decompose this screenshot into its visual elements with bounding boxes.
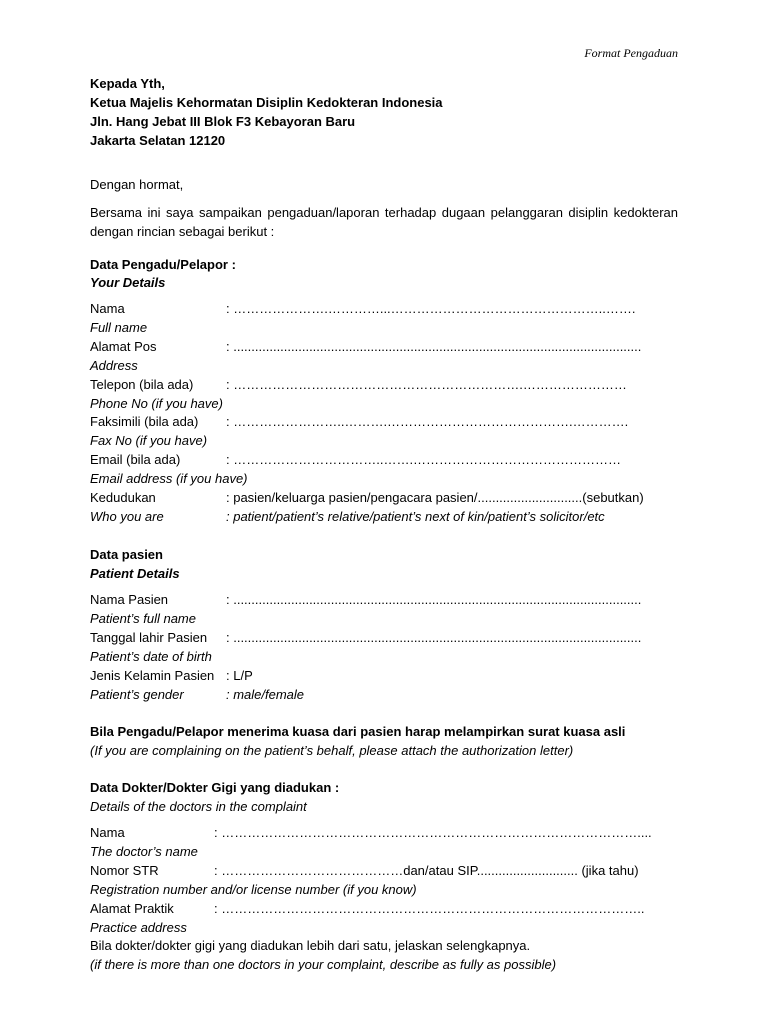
field-label: Faksimili (bila ada) — [90, 414, 199, 430]
form-field-row — [90, 590, 680, 609]
field-label: Patient’s date of birth — [90, 648, 212, 664]
form-field-row — [90, 842, 680, 861]
form-field-row — [90, 666, 680, 685]
form-field-row — [90, 394, 680, 413]
field-value: : ................................................................................................................. — [226, 629, 642, 645]
field-label: Tanggal lahir Pasien — [90, 629, 208, 645]
form-field-row — [90, 609, 680, 628]
field-label: Address — [90, 357, 138, 373]
field-label: Nama Pasien — [90, 592, 169, 607]
form-field-row — [90, 823, 680, 842]
form-field-row — [90, 412, 680, 431]
form-field-row — [90, 861, 680, 880]
field-value: : ……………………………..…….………………………………………… — [226, 452, 622, 468]
field-label: Nama — [90, 825, 125, 840]
authorization-title: Bila Pengadu/Pelapor menerima kuasa dari pasien harap melampirkan surat kuasa asli — [90, 724, 626, 739]
field-label: Email (bila ada) — [90, 452, 181, 468]
form-field-row — [90, 880, 680, 899]
field-value: : ……………………..……….…………………………………….…………. — [226, 414, 629, 430]
recipient-address — [90, 74, 443, 150]
form-field-row — [90, 337, 680, 356]
address-line: Jakarta Selatan 12120 — [90, 133, 226, 148]
greeting: Dengan hormat, — [90, 177, 184, 192]
field-label: Practice address — [90, 919, 187, 935]
address-line: Jln. Hang Jebat III Blok F3 Kebayoran Baru — [90, 114, 356, 129]
form-field-row — [90, 647, 680, 666]
doctor-section-subtitle: Details of the doctors in the complaint — [90, 799, 307, 814]
doctor-section-title: Data Dokter/Dokter Gigi yang diadukan : — [90, 780, 340, 795]
field-label: Nama — [90, 301, 125, 316]
field-value: : ................................................................................................................. — [226, 592, 642, 607]
field-value: : ………………………………………………………….…………………… — [226, 376, 627, 392]
field-value: : L/P — [226, 667, 253, 683]
doctor-note-english: (if there is more than one doctors in your complaint, describe as fully as possible) — [90, 957, 557, 972]
field-label: Kedudukan — [90, 490, 156, 505]
complainant-section-subtitle: Your Details — [90, 275, 166, 290]
field-label: Who you are — [90, 508, 164, 524]
address-line: Ketua Majelis Kehormatan Disiplin Kedokteran Indonesia — [90, 95, 443, 110]
field-label: Telepon (bila ada) — [90, 376, 194, 392]
field-value: : pasien/keluarga pasien/pengacara pasien/.............................(sebutkan) — [226, 490, 644, 505]
field-label: Phone No (if you have) — [90, 395, 223, 411]
form-field-row — [90, 488, 680, 507]
form-field-row — [90, 431, 680, 450]
field-label: Alamat Praktik — [90, 900, 174, 916]
field-value: : male/female — [226, 686, 305, 702]
form-field-row — [90, 450, 680, 469]
address-line: Kepada Yth, — [90, 76, 165, 91]
form-field-row — [90, 356, 680, 375]
field-label: Email address (if you have) — [90, 471, 248, 487]
field-value: : …………………………………………………………………………………….. — [214, 900, 645, 916]
field-value: : ………………….…………...…………………………………………..……. — [226, 301, 636, 316]
form-field-row — [90, 628, 680, 647]
field-label: Patient’s full name — [90, 610, 196, 626]
complainant-section-title: Data Pengadu/Pelapor : — [90, 257, 236, 272]
field-label: Nomor STR — [90, 862, 159, 878]
patient-section-subtitle: Patient Details — [90, 566, 180, 581]
field-label: Registration number and/or license number (if you know) — [90, 881, 417, 897]
field-value: : ……………………………………dan/atau SIP............................ (jika tahu) — [214, 862, 639, 878]
form-field-row — [90, 299, 680, 318]
authorization-subtitle: (If you are complaining on the patient’s behalf, please attach the authorization letter) — [90, 743, 574, 758]
form-field-row — [90, 507, 680, 526]
field-label: Jenis Kelamin Pasien — [90, 667, 215, 683]
field-value: : …………………………………………………………………………………….... — [214, 825, 652, 840]
field-label: Alamat Pos — [90, 338, 157, 354]
field-label: Fax No (if you have) — [90, 433, 208, 449]
form-field-row — [90, 899, 680, 918]
doctor-note: Bila dokter/dokter gigi yang diadukan lebih dari satu, jelaskan selengkapnya. — [90, 938, 531, 953]
field-label: Full name — [90, 319, 148, 335]
form-field-row — [90, 918, 680, 937]
form-field-row — [90, 375, 680, 394]
field-label: The doctor’s name — [90, 843, 198, 859]
field-value: : patient/patient’s relative/patient’s next of kin/patient’s solicitor/etc — [226, 508, 605, 524]
intro-paragraph: Bersama ini saya sampaikan pengaduan/laporan terhadap dugaan pelanggaran disiplin kedokteran dengan rincian sebagai berikut : — [90, 205, 678, 239]
field-value: : ................................................................................................................. — [226, 338, 642, 354]
format-label: Format Pengaduan — [584, 46, 678, 60]
form-field-row — [90, 469, 680, 488]
patient-section-title: Data pasien — [90, 547, 163, 562]
form-field-row — [90, 318, 680, 337]
field-label: Patient’s gender — [90, 686, 184, 702]
form-field-row — [90, 685, 680, 704]
